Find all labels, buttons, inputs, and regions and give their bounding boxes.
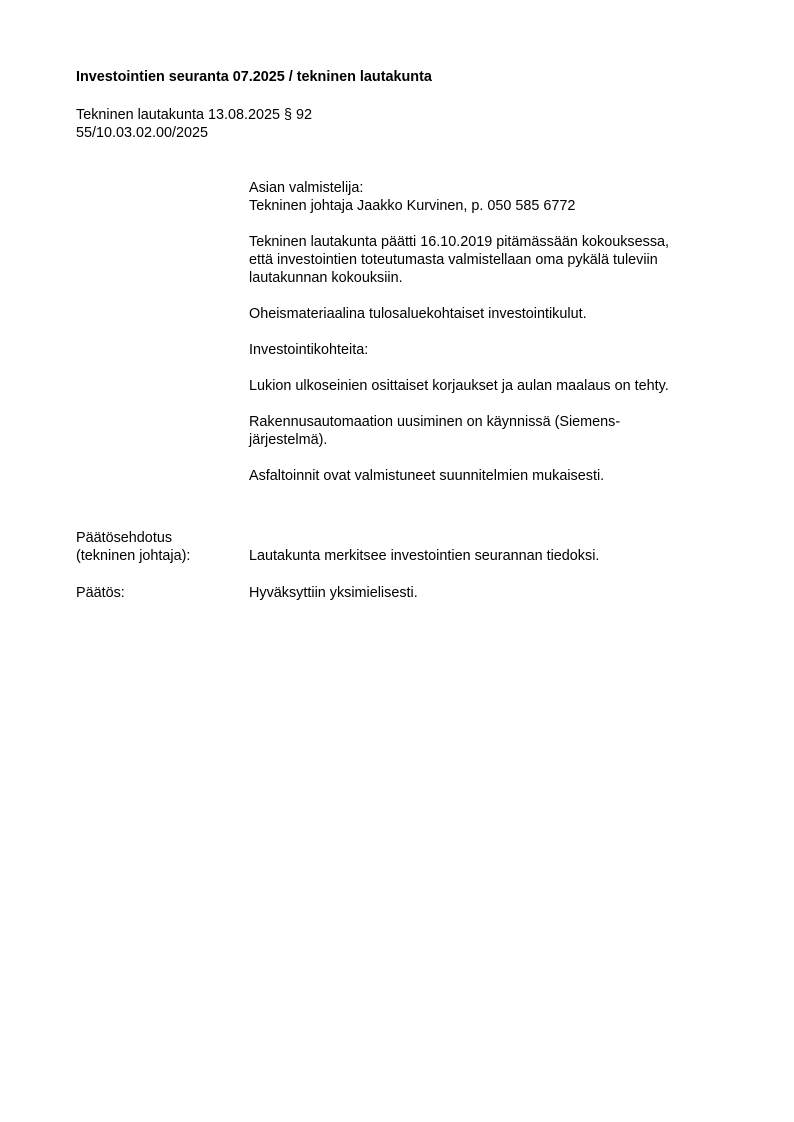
- paragraph-item-automation: [249, 413, 729, 449]
- paragraph-items-heading: [249, 341, 729, 359]
- paragraph-item-lukio: [249, 377, 729, 395]
- preparer-name: Tekninen johtaja Jaakko Kurvinen, p. 050 585 6772: [249, 198, 576, 214]
- paragraph-line: Investointikohteita:: [249, 342, 369, 358]
- paragraph-item-asphalt: [249, 467, 729, 485]
- paragraph-line: Oheismateriaalina tulosaluekohtaiset investointikulut.: [249, 306, 587, 322]
- meeting-info: [76, 106, 312, 142]
- paragraph-line: että investointien toteutumasta valmistellaan oma pykälä tuleviin: [249, 252, 658, 268]
- preparer-block: [249, 179, 729, 215]
- meeting-line: Tekninen lautakunta 13.08.2025 § 92: [76, 107, 313, 123]
- proposal-label: [76, 529, 190, 565]
- reference-number: 55/10.03.02.00/2025: [76, 125, 209, 141]
- decision-label: Päätös:: [76, 585, 125, 601]
- paragraph-line: Asfaltoinnit ovat valmistuneet suunnitelmien mukaisesti.: [249, 468, 605, 484]
- paragraph-line: lautakunnan kokouksiin.: [249, 270, 403, 286]
- proposal-text: Lautakunta merkitsee investointien seurannan tiedoksi.: [249, 548, 600, 564]
- proposal-label-line1: Päätösehdotus: [76, 530, 173, 546]
- case-body: [249, 179, 729, 503]
- preparer-label: Asian valmistelija:: [249, 180, 364, 196]
- paragraph-background: [249, 233, 729, 287]
- paragraph-attachment: [249, 305, 729, 323]
- proposal-label-line2: (tekninen johtaja):: [76, 548, 191, 564]
- paragraph-line: Rakennusautomaation uusiminen on käynnissä (Siemens-: [249, 414, 621, 430]
- paragraph-line: järjestelmä).: [249, 432, 328, 448]
- document-title: Investointien seuranta 07.2025 / tekninen lautakunta: [76, 69, 432, 85]
- decision-text: Hyväksyttiin yksimielisesti.: [249, 585, 418, 601]
- paragraph-line: Lukion ulkoseinien osittaiset korjaukset ja aulan maalaus on tehty.: [249, 378, 669, 394]
- paragraph-line: Tekninen lautakunta päätti 16.10.2019 pitämässään kokouksessa,: [249, 234, 670, 250]
